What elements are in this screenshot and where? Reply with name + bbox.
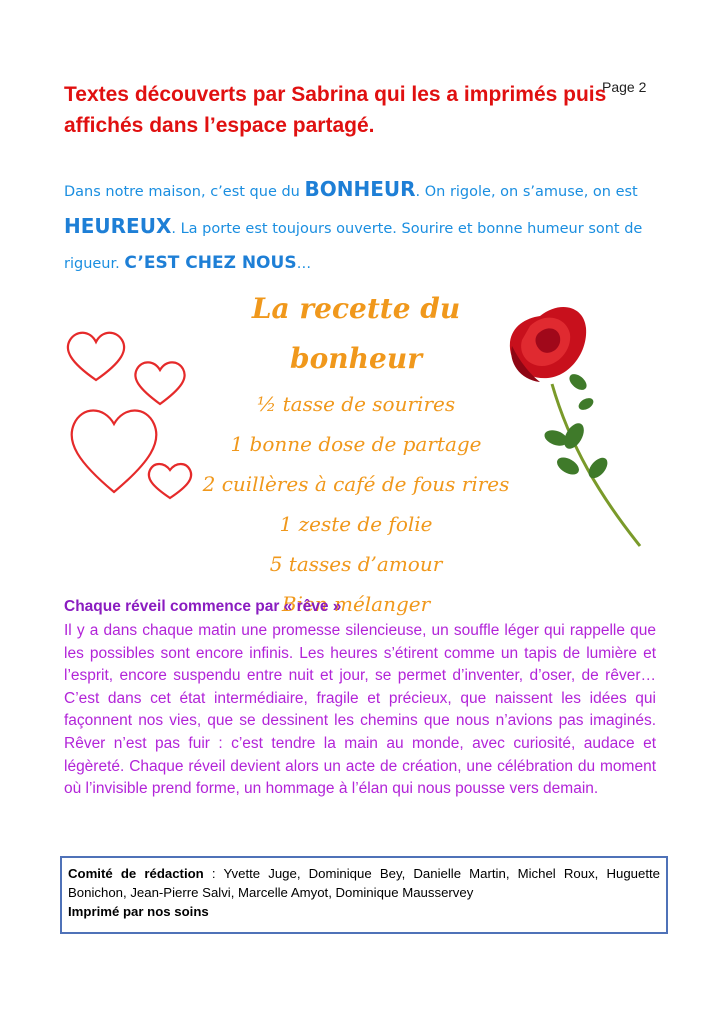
recipe-line: ½ tasse de sourires xyxy=(256,392,456,416)
recipe-line: 2 cuillères à café de fous rires xyxy=(202,472,510,496)
intro-ellipsis: … xyxy=(296,256,312,272)
page-number: Page 2 xyxy=(602,79,647,95)
hearts-icon xyxy=(60,322,200,512)
intro-heureux: HEUREUX xyxy=(64,214,172,238)
rose-icon xyxy=(500,296,650,552)
committee-label: Comité de rédaction xyxy=(68,866,204,881)
reve-heading: Chaque réveil commence par « rêve » xyxy=(64,598,342,615)
heart-small-right-icon xyxy=(135,362,184,404)
recipe-block xyxy=(196,284,516,624)
intro-text-1: Dans notre maison, c’est que du xyxy=(64,184,305,200)
recipe-line: Bien mélanger xyxy=(281,592,431,616)
intro-paragraph xyxy=(64,172,664,281)
committee-box xyxy=(60,856,668,934)
printed-note: Imprimé par nos soins xyxy=(68,904,209,919)
recipe-title: La recette du bonheur xyxy=(251,292,461,375)
heart-small-top-icon xyxy=(68,333,124,380)
intro-text-3: . La porte est toujours ouverte. Sourire et bonne humeur sont de rigueur. xyxy=(64,221,643,272)
heart-large-icon xyxy=(72,411,157,493)
intro-text-2: . On rigole, on s’amuse, on est xyxy=(415,184,638,200)
intro-bonheur: BONHEUR xyxy=(304,177,416,201)
recipe-line: 1 bonne dose de partage xyxy=(230,432,482,456)
page-title: Textes découverts par Sabrina qui les a imprimés puis affichés dans l’espace partagé. xyxy=(64,83,607,137)
recipe-line: 1 zeste de folie xyxy=(279,512,433,536)
committee-members: : Yvette Juge, Dominique Bey, Danielle Martin, Michel Roux, Huguette Bonichon, Jean-Pierre Salvi, Marcelle Amyot, Dominique Mausservey xyxy=(68,866,660,900)
recipe-line: 5 tasses d’amour xyxy=(269,552,443,576)
heart-small-bottom-icon xyxy=(149,464,191,498)
intro-chez-nous: C’EST CHEZ NOUS xyxy=(124,253,297,273)
reve-paragraph: Il y a dans chaque matin une promesse silencieuse, un souffle léger qui rappelle que les possibles sont encore infinis. Les heures s’étirent comme un tapis de lumière et l’esprit, encore suspendu entre nuit et jour, se permet d’inventer, d’oser, de rêver… C’est dans cet état intermédiaire, fragile et précieux, que naissent les idées qui façonnent nos vies, que se dessinent les chemins que nous n’avions pas imaginés. Rêver n’est pas fuir : c’est tendre la main au monde, avec curiosité, audace et légèreté. Chaque réveil devient alors un acte de création, une célébration du moment où l’invisible prend forme, un hommage à l’élan qui nous pousse vers demain. xyxy=(64,622,656,798)
